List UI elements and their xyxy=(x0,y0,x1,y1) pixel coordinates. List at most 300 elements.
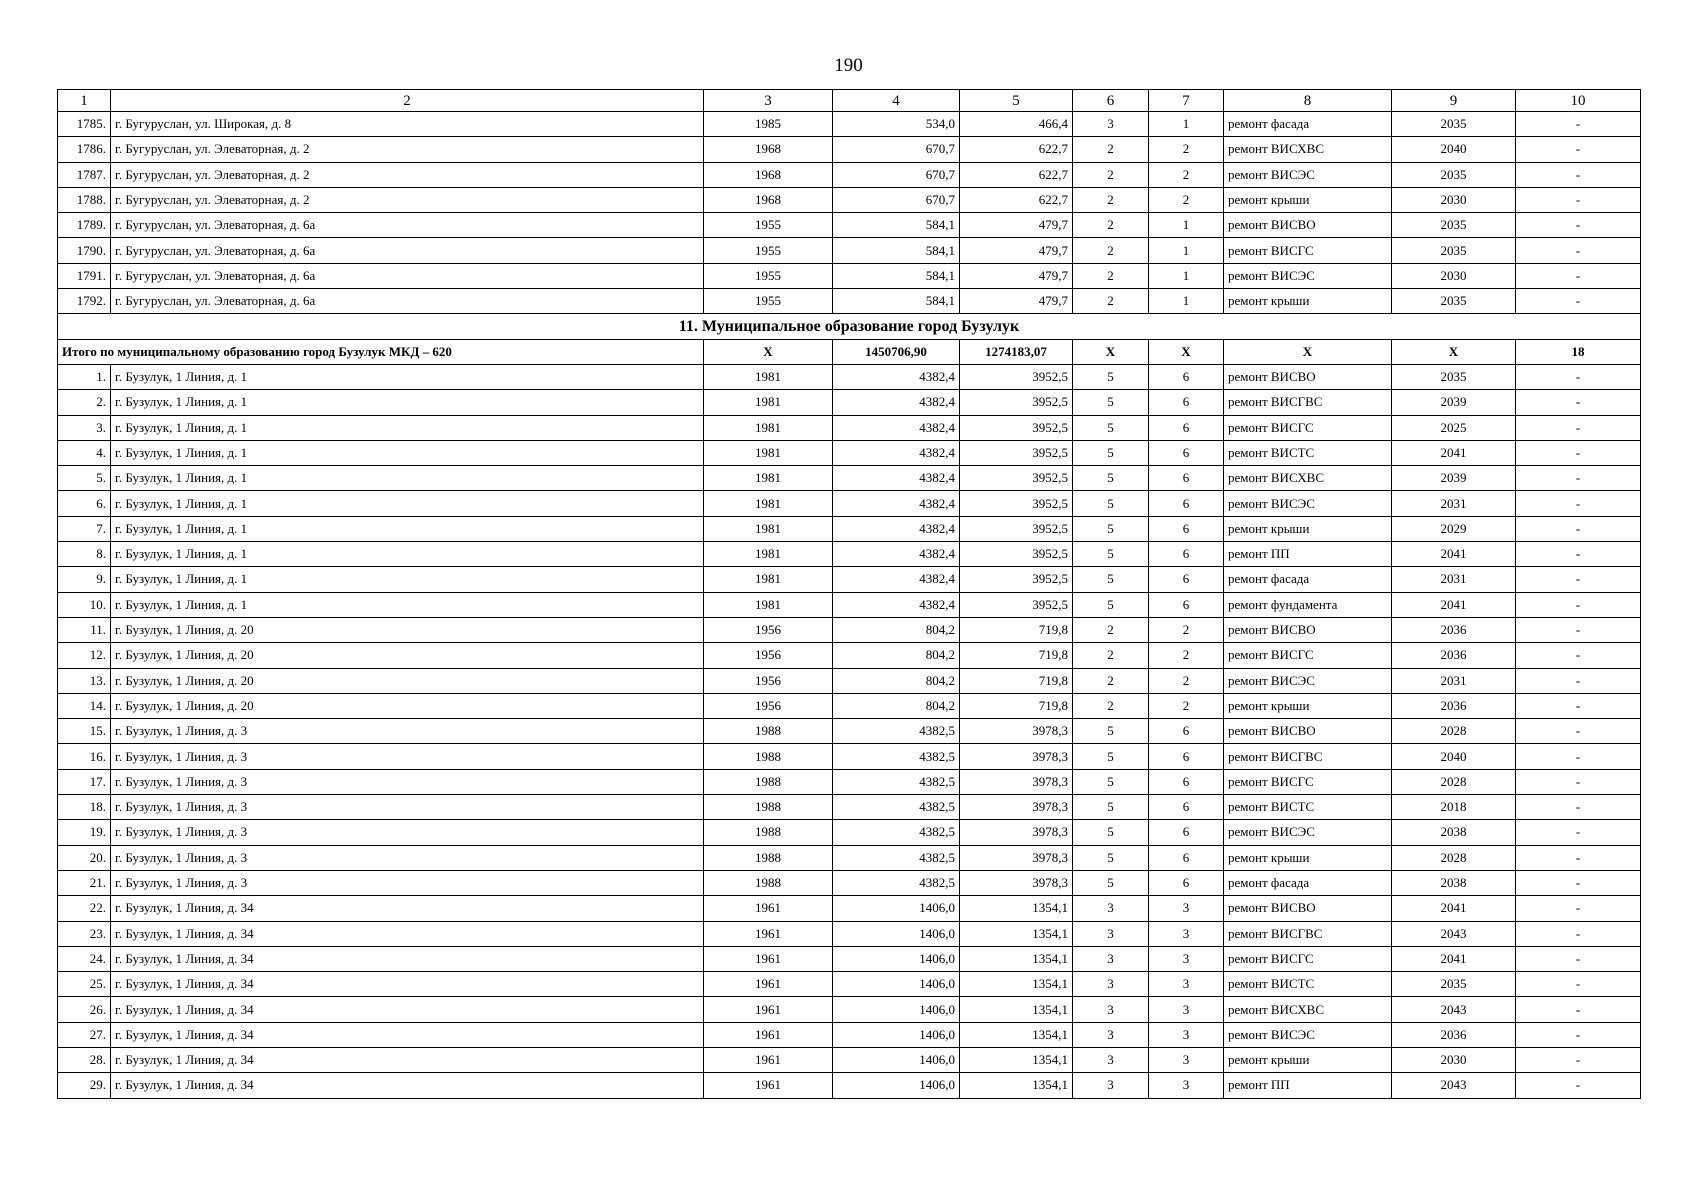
table-cell: - xyxy=(1516,744,1641,769)
table-cell: 2 xyxy=(1149,693,1224,718)
header-cell: 2 xyxy=(111,90,704,112)
table-cell: 3 xyxy=(1073,997,1149,1022)
table-cell: 3952,5 xyxy=(960,567,1073,592)
table-cell: г. Бузулук, 1 Линия, д. 1 xyxy=(111,440,704,465)
table-cell: 3 xyxy=(1073,946,1149,971)
header-cell: 4 xyxy=(833,90,960,112)
table-cell: 2036 xyxy=(1392,693,1516,718)
table-cell: 4382,4 xyxy=(833,415,960,440)
table-row xyxy=(58,795,1641,820)
table-cell: - xyxy=(1516,795,1641,820)
table-cell: 1981 xyxy=(704,364,833,389)
table-cell: 1354,1 xyxy=(960,1022,1073,1047)
table-cell: ремонт ВИСЭС xyxy=(1224,491,1392,516)
table-cell: 2 xyxy=(1073,668,1149,693)
table-cell: 2036 xyxy=(1392,643,1516,668)
table-cell: 670,7 xyxy=(833,137,960,162)
table-cell: ремонт ВИСЭС xyxy=(1224,668,1392,693)
table-cell: - xyxy=(1516,415,1641,440)
table-cell: 3952,5 xyxy=(960,415,1073,440)
table-cell: г. Бугуруслан, ул. Элеваторная, д. 2 xyxy=(111,162,704,187)
table-cell: г. Бузулук, 1 Линия, д. 1 xyxy=(111,592,704,617)
table-cell: 1. xyxy=(58,364,111,389)
table-cell: 5 xyxy=(1073,542,1149,567)
table-row xyxy=(58,390,1641,415)
header-cell: 9 xyxy=(1392,90,1516,112)
table-cell: 2035 xyxy=(1392,162,1516,187)
total-cell: 18 xyxy=(1516,339,1641,364)
table-cell: 4382,4 xyxy=(833,516,960,541)
table-cell: - xyxy=(1516,820,1641,845)
table-cell: - xyxy=(1516,896,1641,921)
total-cell: Х xyxy=(1149,339,1224,364)
table-cell: 3 xyxy=(1149,946,1224,971)
table-cell: 1354,1 xyxy=(960,921,1073,946)
table-cell: 2029 xyxy=(1392,516,1516,541)
table-row xyxy=(58,263,1641,288)
table-cell: 1961 xyxy=(704,921,833,946)
table-cell: 5 xyxy=(1073,795,1149,820)
table-cell: г. Бузулук, 1 Линия, д. 20 xyxy=(111,668,704,693)
table-cell: ремонт крыши xyxy=(1224,693,1392,718)
table-row xyxy=(58,744,1641,769)
table-cell: 670,7 xyxy=(833,187,960,212)
table-cell: г. Бузулук, 1 Линия, д. 20 xyxy=(111,693,704,718)
table-cell: 3 xyxy=(1149,921,1224,946)
table-cell: 1955 xyxy=(704,263,833,288)
table-cell: 6. xyxy=(58,491,111,516)
table-cell: - xyxy=(1516,162,1641,187)
table-cell: 28. xyxy=(58,1047,111,1072)
table-cell: 6 xyxy=(1149,719,1224,744)
table-cell: 1955 xyxy=(704,289,833,314)
table-cell: 12. xyxy=(58,643,111,668)
table-cell: 1787. xyxy=(58,162,111,187)
table-cell: - xyxy=(1516,1047,1641,1072)
table-cell: 3 xyxy=(1073,112,1149,137)
table-cell: 2041 xyxy=(1392,946,1516,971)
table-cell: 5 xyxy=(1073,440,1149,465)
table-cell: 24. xyxy=(58,946,111,971)
table-cell: 2 xyxy=(1073,213,1149,238)
table-cell: 804,2 xyxy=(833,617,960,642)
table-cell: 25. xyxy=(58,972,111,997)
table-row xyxy=(58,162,1641,187)
table-cell: 18. xyxy=(58,795,111,820)
table-cell: 2 xyxy=(1149,137,1224,162)
table-cell: 19. xyxy=(58,820,111,845)
table-cell: 1968 xyxy=(704,187,833,212)
table-cell: 2 xyxy=(1073,289,1149,314)
table-cell: 6 xyxy=(1149,364,1224,389)
table-cell: 2030 xyxy=(1392,1047,1516,1072)
table-cell: 6 xyxy=(1149,516,1224,541)
table-cell: г. Бугуруслан, ул. Элеваторная, д. 6а xyxy=(111,263,704,288)
table-cell: ремонт ВИСГВС xyxy=(1224,744,1392,769)
table-cell: 17. xyxy=(58,769,111,794)
header-cell: 8 xyxy=(1224,90,1392,112)
table-cell: 6 xyxy=(1149,769,1224,794)
table-cell: ремонт крыши xyxy=(1224,1047,1392,1072)
table-cell: 2028 xyxy=(1392,719,1516,744)
table-cell: г. Бугуруслан, ул. Элеваторная, д. 6а xyxy=(111,213,704,238)
table-cell: ремонт ПП xyxy=(1224,542,1392,567)
table-cell: 1406,0 xyxy=(833,1073,960,1098)
table-cell: г. Бузулук, 1 Линия, д. 34 xyxy=(111,1073,704,1098)
table-row xyxy=(58,617,1641,642)
table-cell: ремонт ВИСГВС xyxy=(1224,390,1392,415)
table-cell: - xyxy=(1516,263,1641,288)
table-cell: 1354,1 xyxy=(960,1073,1073,1098)
table-cell: 3. xyxy=(58,415,111,440)
table-cell: 3 xyxy=(1149,896,1224,921)
table-cell: г. Бугуруслан, ул. Широкая, д. 8 xyxy=(111,112,704,137)
table-cell: 2035 xyxy=(1392,112,1516,137)
table-cell: 4382,4 xyxy=(833,491,960,516)
table-cell: 5 xyxy=(1073,769,1149,794)
table-cell: г. Бузулук, 1 Линия, д. 3 xyxy=(111,719,704,744)
table-row xyxy=(58,187,1641,212)
table-row xyxy=(58,516,1641,541)
table-cell: 1961 xyxy=(704,972,833,997)
table-cell: 804,2 xyxy=(833,643,960,668)
table-row xyxy=(58,845,1641,870)
table-cell: 2 xyxy=(1073,643,1149,668)
total-cell: Х xyxy=(1392,339,1516,364)
table-cell: 5 xyxy=(1073,364,1149,389)
table-row xyxy=(58,238,1641,263)
table-row xyxy=(58,693,1641,718)
table-cell: 3952,5 xyxy=(960,364,1073,389)
table-cell: 27. xyxy=(58,1022,111,1047)
table-cell: 5 xyxy=(1073,719,1149,744)
table-cell: 4382,4 xyxy=(833,440,960,465)
table-cell: 2043 xyxy=(1392,1073,1516,1098)
table-cell: ремонт ВИСГС xyxy=(1224,769,1392,794)
table-cell: г. Бузулук, 1 Линия, д. 1 xyxy=(111,364,704,389)
table-cell: 2036 xyxy=(1392,617,1516,642)
header-cell: 10 xyxy=(1516,90,1641,112)
table-cell: 1406,0 xyxy=(833,896,960,921)
table-cell: 622,7 xyxy=(960,137,1073,162)
table-cell: ремонт фасада xyxy=(1224,567,1392,592)
total-cell: Х xyxy=(704,339,833,364)
table-cell: 1985 xyxy=(704,112,833,137)
table-cell: 5 xyxy=(1073,415,1149,440)
table-cell: - xyxy=(1516,845,1641,870)
table-cell: 1 xyxy=(1149,213,1224,238)
table-cell: 622,7 xyxy=(960,187,1073,212)
table-cell: 1 xyxy=(1149,112,1224,137)
table-cell: 5 xyxy=(1073,466,1149,491)
table-row xyxy=(58,112,1641,137)
table-cell: 2 xyxy=(1073,693,1149,718)
table-cell: 3 xyxy=(1073,1073,1149,1098)
table-cell: 1406,0 xyxy=(833,921,960,946)
table-cell: - xyxy=(1516,542,1641,567)
table-cell: 3 xyxy=(1149,1022,1224,1047)
table-cell: г. Бугуруслан, ул. Элеваторная, д. 6а xyxy=(111,289,704,314)
table-row xyxy=(58,1047,1641,1072)
table-cell: 2 xyxy=(1149,668,1224,693)
table-cell: ремонт ВИСТС xyxy=(1224,795,1392,820)
table-cell: 6 xyxy=(1149,542,1224,567)
table-cell: ремонт крыши xyxy=(1224,516,1392,541)
table-cell: 5 xyxy=(1073,390,1149,415)
table-cell: 22. xyxy=(58,896,111,921)
table-cell: 719,8 xyxy=(960,643,1073,668)
table-cell: 3978,3 xyxy=(960,744,1073,769)
table-cell: - xyxy=(1516,364,1641,389)
table-cell: 3952,5 xyxy=(960,592,1073,617)
table-cell: 4382,4 xyxy=(833,567,960,592)
table-cell: 1961 xyxy=(704,1047,833,1072)
table-row xyxy=(58,567,1641,592)
table-cell: 466,4 xyxy=(960,112,1073,137)
table-cell: г. Бугуруслан, ул. Элеваторная, д. 6а xyxy=(111,238,704,263)
table-cell: ремонт ПП xyxy=(1224,1073,1392,1098)
table-cell: 534,0 xyxy=(833,112,960,137)
table-cell: 4382,4 xyxy=(833,390,960,415)
table-row xyxy=(58,997,1641,1022)
table-cell: 1406,0 xyxy=(833,1047,960,1072)
table-cell: 1788. xyxy=(58,187,111,212)
table-cell: г. Бузулук, 1 Линия, д. 3 xyxy=(111,845,704,870)
table-cell: 1961 xyxy=(704,1073,833,1098)
table-cell: 1961 xyxy=(704,1022,833,1047)
table-cell: ремонт ВИСГС xyxy=(1224,415,1392,440)
table-cell: 5 xyxy=(1073,845,1149,870)
table-cell: ремонт ВИСЭС xyxy=(1224,162,1392,187)
table-cell: 15. xyxy=(58,719,111,744)
table-cell: 1956 xyxy=(704,668,833,693)
table-cell: 6 xyxy=(1149,592,1224,617)
table-row xyxy=(58,213,1641,238)
table-cell: 2 xyxy=(1073,137,1149,162)
table-row xyxy=(58,592,1641,617)
table-row xyxy=(58,289,1641,314)
table-row xyxy=(58,643,1641,668)
table-cell: - xyxy=(1516,693,1641,718)
table-cell: 3952,5 xyxy=(960,491,1073,516)
table-cell: ремонт ВИСГВС xyxy=(1224,921,1392,946)
table-cell: г. Бугуруслан, ул. Элеваторная, д. 2 xyxy=(111,187,704,212)
page-number: 190 xyxy=(834,55,863,76)
table-cell: ремонт ВИСХВС xyxy=(1224,466,1392,491)
table-cell: 1406,0 xyxy=(833,1022,960,1047)
table-row xyxy=(58,946,1641,971)
table-cell: 1988 xyxy=(704,795,833,820)
table-cell: 5. xyxy=(58,466,111,491)
table-cell: 1981 xyxy=(704,592,833,617)
table-cell: 1988 xyxy=(704,820,833,845)
table-cell: 29. xyxy=(58,1073,111,1098)
table-cell: 4382,5 xyxy=(833,870,960,895)
table-cell: 2035 xyxy=(1392,213,1516,238)
table-cell: 1981 xyxy=(704,567,833,592)
table-row xyxy=(58,719,1641,744)
header-cell: 5 xyxy=(960,90,1073,112)
table-cell: 6 xyxy=(1149,567,1224,592)
table-cell: 9. xyxy=(58,567,111,592)
table-cell: ремонт ВИСВО xyxy=(1224,364,1392,389)
table-cell: 2041 xyxy=(1392,592,1516,617)
table-cell: 1968 xyxy=(704,162,833,187)
table-cell: 584,1 xyxy=(833,213,960,238)
table-cell: ремонт ВИСЭС xyxy=(1224,820,1392,845)
table-cell: 3952,5 xyxy=(960,466,1073,491)
table-cell: 3952,5 xyxy=(960,440,1073,465)
table-cell: 2 xyxy=(1073,187,1149,212)
table-cell: ремонт крыши xyxy=(1224,187,1392,212)
table-cell: 670,7 xyxy=(833,162,960,187)
table-body xyxy=(58,90,1641,1099)
table-cell: г. Бузулук, 1 Линия, д. 34 xyxy=(111,1047,704,1072)
table-cell: 2043 xyxy=(1392,921,1516,946)
table-cell: 3978,3 xyxy=(960,719,1073,744)
table-cell: 23. xyxy=(58,921,111,946)
total-label: Итого по муниципальному образованию город Бузулук МКД – 620 xyxy=(58,339,704,364)
table-cell: г. Бузулук, 1 Линия, д. 34 xyxy=(111,946,704,971)
table-cell: 20. xyxy=(58,845,111,870)
table-cell: - xyxy=(1516,719,1641,744)
table-cell: ремонт ВИСВО xyxy=(1224,719,1392,744)
table-cell: - xyxy=(1516,289,1641,314)
table-cell: 2. xyxy=(58,390,111,415)
table-cell: 1988 xyxy=(704,845,833,870)
table-cell: 4382,4 xyxy=(833,592,960,617)
table-row xyxy=(58,769,1641,794)
table-cell: ремонт ВИСГС xyxy=(1224,238,1392,263)
table-cell: - xyxy=(1516,516,1641,541)
table-cell: ремонт ВИСТС xyxy=(1224,440,1392,465)
table-cell: 2 xyxy=(1073,617,1149,642)
table-cell: 2039 xyxy=(1392,466,1516,491)
table-cell: 1981 xyxy=(704,466,833,491)
table-cell: 2028 xyxy=(1392,769,1516,794)
table-cell: 804,2 xyxy=(833,668,960,693)
table-cell: - xyxy=(1516,567,1641,592)
table-cell: - xyxy=(1516,187,1641,212)
table-cell: г. Бузулук, 1 Линия, д. 34 xyxy=(111,1022,704,1047)
table-cell: ремонт фундамента xyxy=(1224,592,1392,617)
table-cell: 1354,1 xyxy=(960,997,1073,1022)
table-cell: г. Бузулук, 1 Линия, д. 20 xyxy=(111,617,704,642)
table-cell: 1988 xyxy=(704,744,833,769)
table-cell: - xyxy=(1516,213,1641,238)
table-cell: 16. xyxy=(58,744,111,769)
table-cell: 1988 xyxy=(704,870,833,895)
table-cell: 2 xyxy=(1073,263,1149,288)
table-cell: ремонт фасада xyxy=(1224,870,1392,895)
table-cell: 2 xyxy=(1149,187,1224,212)
table-cell: 2038 xyxy=(1392,820,1516,845)
table-cell: 3952,5 xyxy=(960,542,1073,567)
table-cell: 1956 xyxy=(704,693,833,718)
total-cell: 1450706,90 xyxy=(833,339,960,364)
table-cell: г. Бузулук, 1 Линия, д. 1 xyxy=(111,516,704,541)
table-cell: 3978,3 xyxy=(960,795,1073,820)
table-cell: 1354,1 xyxy=(960,972,1073,997)
table-cell: - xyxy=(1516,390,1641,415)
table-cell: ремонт ВИСТС xyxy=(1224,972,1392,997)
table-cell: ремонт ВИСЭС xyxy=(1224,263,1392,288)
table-cell: 1406,0 xyxy=(833,972,960,997)
table-cell: 5 xyxy=(1073,820,1149,845)
table-cell: 3 xyxy=(1073,1022,1149,1047)
table-cell: 3978,3 xyxy=(960,820,1073,845)
table-cell: 4382,4 xyxy=(833,542,960,567)
total-row xyxy=(58,339,1641,364)
table-cell: ремонт ВИСВО xyxy=(1224,617,1392,642)
table-row xyxy=(58,921,1641,946)
table-cell: 2 xyxy=(1149,617,1224,642)
table-cell: г. Бузулук, 1 Линия, д. 3 xyxy=(111,744,704,769)
table-cell: 3978,3 xyxy=(960,870,1073,895)
table-cell: 5 xyxy=(1073,744,1149,769)
table-cell: 10. xyxy=(58,592,111,617)
table-cell: 479,7 xyxy=(960,263,1073,288)
table-cell: 1 xyxy=(1149,263,1224,288)
table-row xyxy=(58,870,1641,895)
table-cell: 1406,0 xyxy=(833,997,960,1022)
table-cell: 584,1 xyxy=(833,289,960,314)
table-cell: 3 xyxy=(1073,972,1149,997)
table-cell: 6 xyxy=(1149,795,1224,820)
table-cell: - xyxy=(1516,997,1641,1022)
header-cell: 6 xyxy=(1073,90,1149,112)
table-row xyxy=(58,820,1641,845)
table-cell: 2031 xyxy=(1392,567,1516,592)
table-row xyxy=(58,542,1641,567)
table-cell: 2038 xyxy=(1392,870,1516,895)
table-cell: 1 xyxy=(1149,289,1224,314)
table-row xyxy=(58,440,1641,465)
table-cell: 2040 xyxy=(1392,137,1516,162)
table-cell: 1981 xyxy=(704,440,833,465)
table-cell: г. Бугуруслан, ул. Элеваторная, д. 2 xyxy=(111,137,704,162)
table-cell: 2041 xyxy=(1392,542,1516,567)
section-title: 11. Муниципальное образование город Бузулук xyxy=(58,314,1641,339)
table-cell: 1955 xyxy=(704,238,833,263)
table-cell: г. Бузулук, 1 Линия, д. 3 xyxy=(111,769,704,794)
table-cell: 6 xyxy=(1149,466,1224,491)
table-cell: ремонт ВИСЭС xyxy=(1224,1022,1392,1047)
table-cell: 1968 xyxy=(704,137,833,162)
table-cell: 1354,1 xyxy=(960,946,1073,971)
table-cell: 3952,5 xyxy=(960,390,1073,415)
table-cell: 4382,5 xyxy=(833,719,960,744)
table-cell: 1961 xyxy=(704,896,833,921)
table-cell: 13. xyxy=(58,668,111,693)
table-cell: г. Бузулук, 1 Линия, д. 3 xyxy=(111,820,704,845)
table-cell: г. Бузулук, 1 Линия, д. 34 xyxy=(111,972,704,997)
table-cell: 2025 xyxy=(1392,415,1516,440)
table-cell: 2031 xyxy=(1392,491,1516,516)
table-cell: г. Бузулук, 1 Линия, д. 34 xyxy=(111,896,704,921)
table-cell: 2030 xyxy=(1392,263,1516,288)
table-row xyxy=(58,466,1641,491)
table-cell: г. Бузулук, 1 Линия, д. 34 xyxy=(111,997,704,1022)
table-cell: 26. xyxy=(58,997,111,1022)
table-cell: 622,7 xyxy=(960,162,1073,187)
table-cell: - xyxy=(1516,466,1641,491)
table-cell: 1354,1 xyxy=(960,1047,1073,1072)
table-cell: г. Бузулук, 1 Линия, д. 1 xyxy=(111,542,704,567)
table-cell: 479,7 xyxy=(960,238,1073,263)
table-cell: 8. xyxy=(58,542,111,567)
table-cell: 4382,5 xyxy=(833,820,960,845)
